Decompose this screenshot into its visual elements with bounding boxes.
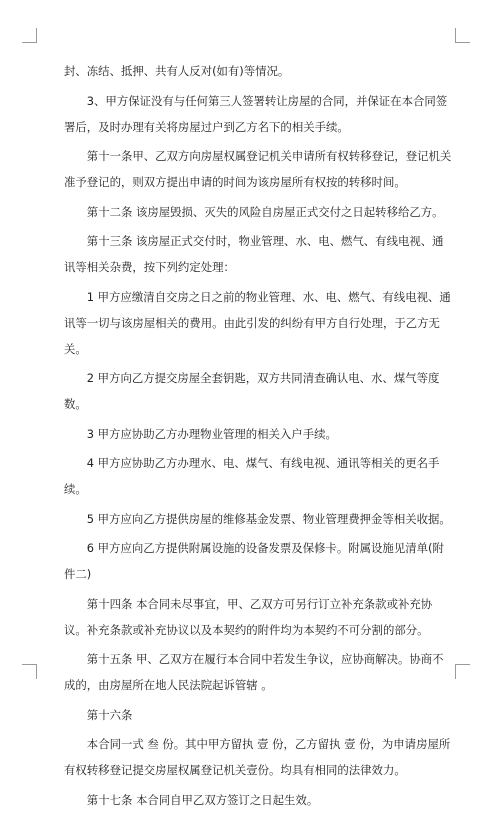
paragraph: 6 甲方应向乙方提供附属设施的设备发票及保修卡。附属设施见清单(附件二) (64, 541, 444, 581)
paragraph: 第十二条 该房屋毁损、灭失的风险自房屋正式交付之日起转移给乙方。 (86, 204, 444, 219)
document-page (64, 58, 452, 816)
paragraph: 本合同一式 叁 份。其中甲方留执 壹 份，乙方留执 壹 份，为申请房屋所有权转移登记提交房屋权属登记机关壹份。均具有相同的法律效力。 (64, 737, 451, 777)
paragraph: 3、甲方保证没有与任何第三人签署转让房屋的合同，并保证在本合同签署后，及时办理有关将房屋过户到乙方名下的相关手续。 (64, 93, 448, 134)
paragraph: 第十七条 本合同自甲乙双方签订之日起生效。 (86, 792, 319, 807)
paragraph: 4 甲方应协助乙方办理水、电、煤气、有线电视、通讯等相关的更名手续。 (64, 456, 440, 496)
paragraph: 第十四条 本合同未尽事宜，甲、乙双方可另行订立补充条款或补充协议。补充条款或补充协议以及本契约的附件均为本契约不可分割的部分。 (64, 596, 433, 637)
paragraph: 封、冻结、抵押、共有人反对(如有)等情况。 (64, 64, 290, 78)
paragraph: 5 甲方应向乙方提供房屋的维修基金发票、物业管理费押金等相关收据。 (86, 511, 451, 526)
crop-mark-bottom-right (455, 664, 470, 679)
crop-mark-top-right (455, 28, 470, 43)
paragraph: 3 甲方应协助乙方办理物业管理的相关入户手续。 (86, 426, 337, 441)
paragraph: 第十六条 (86, 707, 133, 722)
crop-mark-bottom-left (22, 664, 37, 679)
paragraph: 1 甲方应缴清自交房之日之前的物业管理、水、电、燃气、有线电视、通讯等一切与该房屋相关的费用。由此引发的纠纷有甲方自行处理，于乙方无关。 (64, 289, 451, 356)
crop-mark-top-left (22, 28, 37, 43)
paragraph: 2 甲方向乙方提交房屋全套钥匙，双方共同清查确认电、水、煤气等度数。 (64, 371, 440, 411)
paragraph: 第十一条甲、乙双方向房屋权属登记机关申请所有权转移登记，登记机关准予登记的，则双方提出申请的时间为该房屋所有权按的转移时间。 (64, 149, 452, 189)
paragraph: 第十五条 甲、乙双方在履行本合同中若发生争议，应协商解决。协商不成的，由房屋所在地人民法院起诉管辖 。 (64, 652, 444, 692)
paragraph: 第十三条 该房屋正式交付时，物业管理、水、电、燃气、有线电视、通讯等相关杂费，按下列约定处理： (64, 234, 444, 274)
